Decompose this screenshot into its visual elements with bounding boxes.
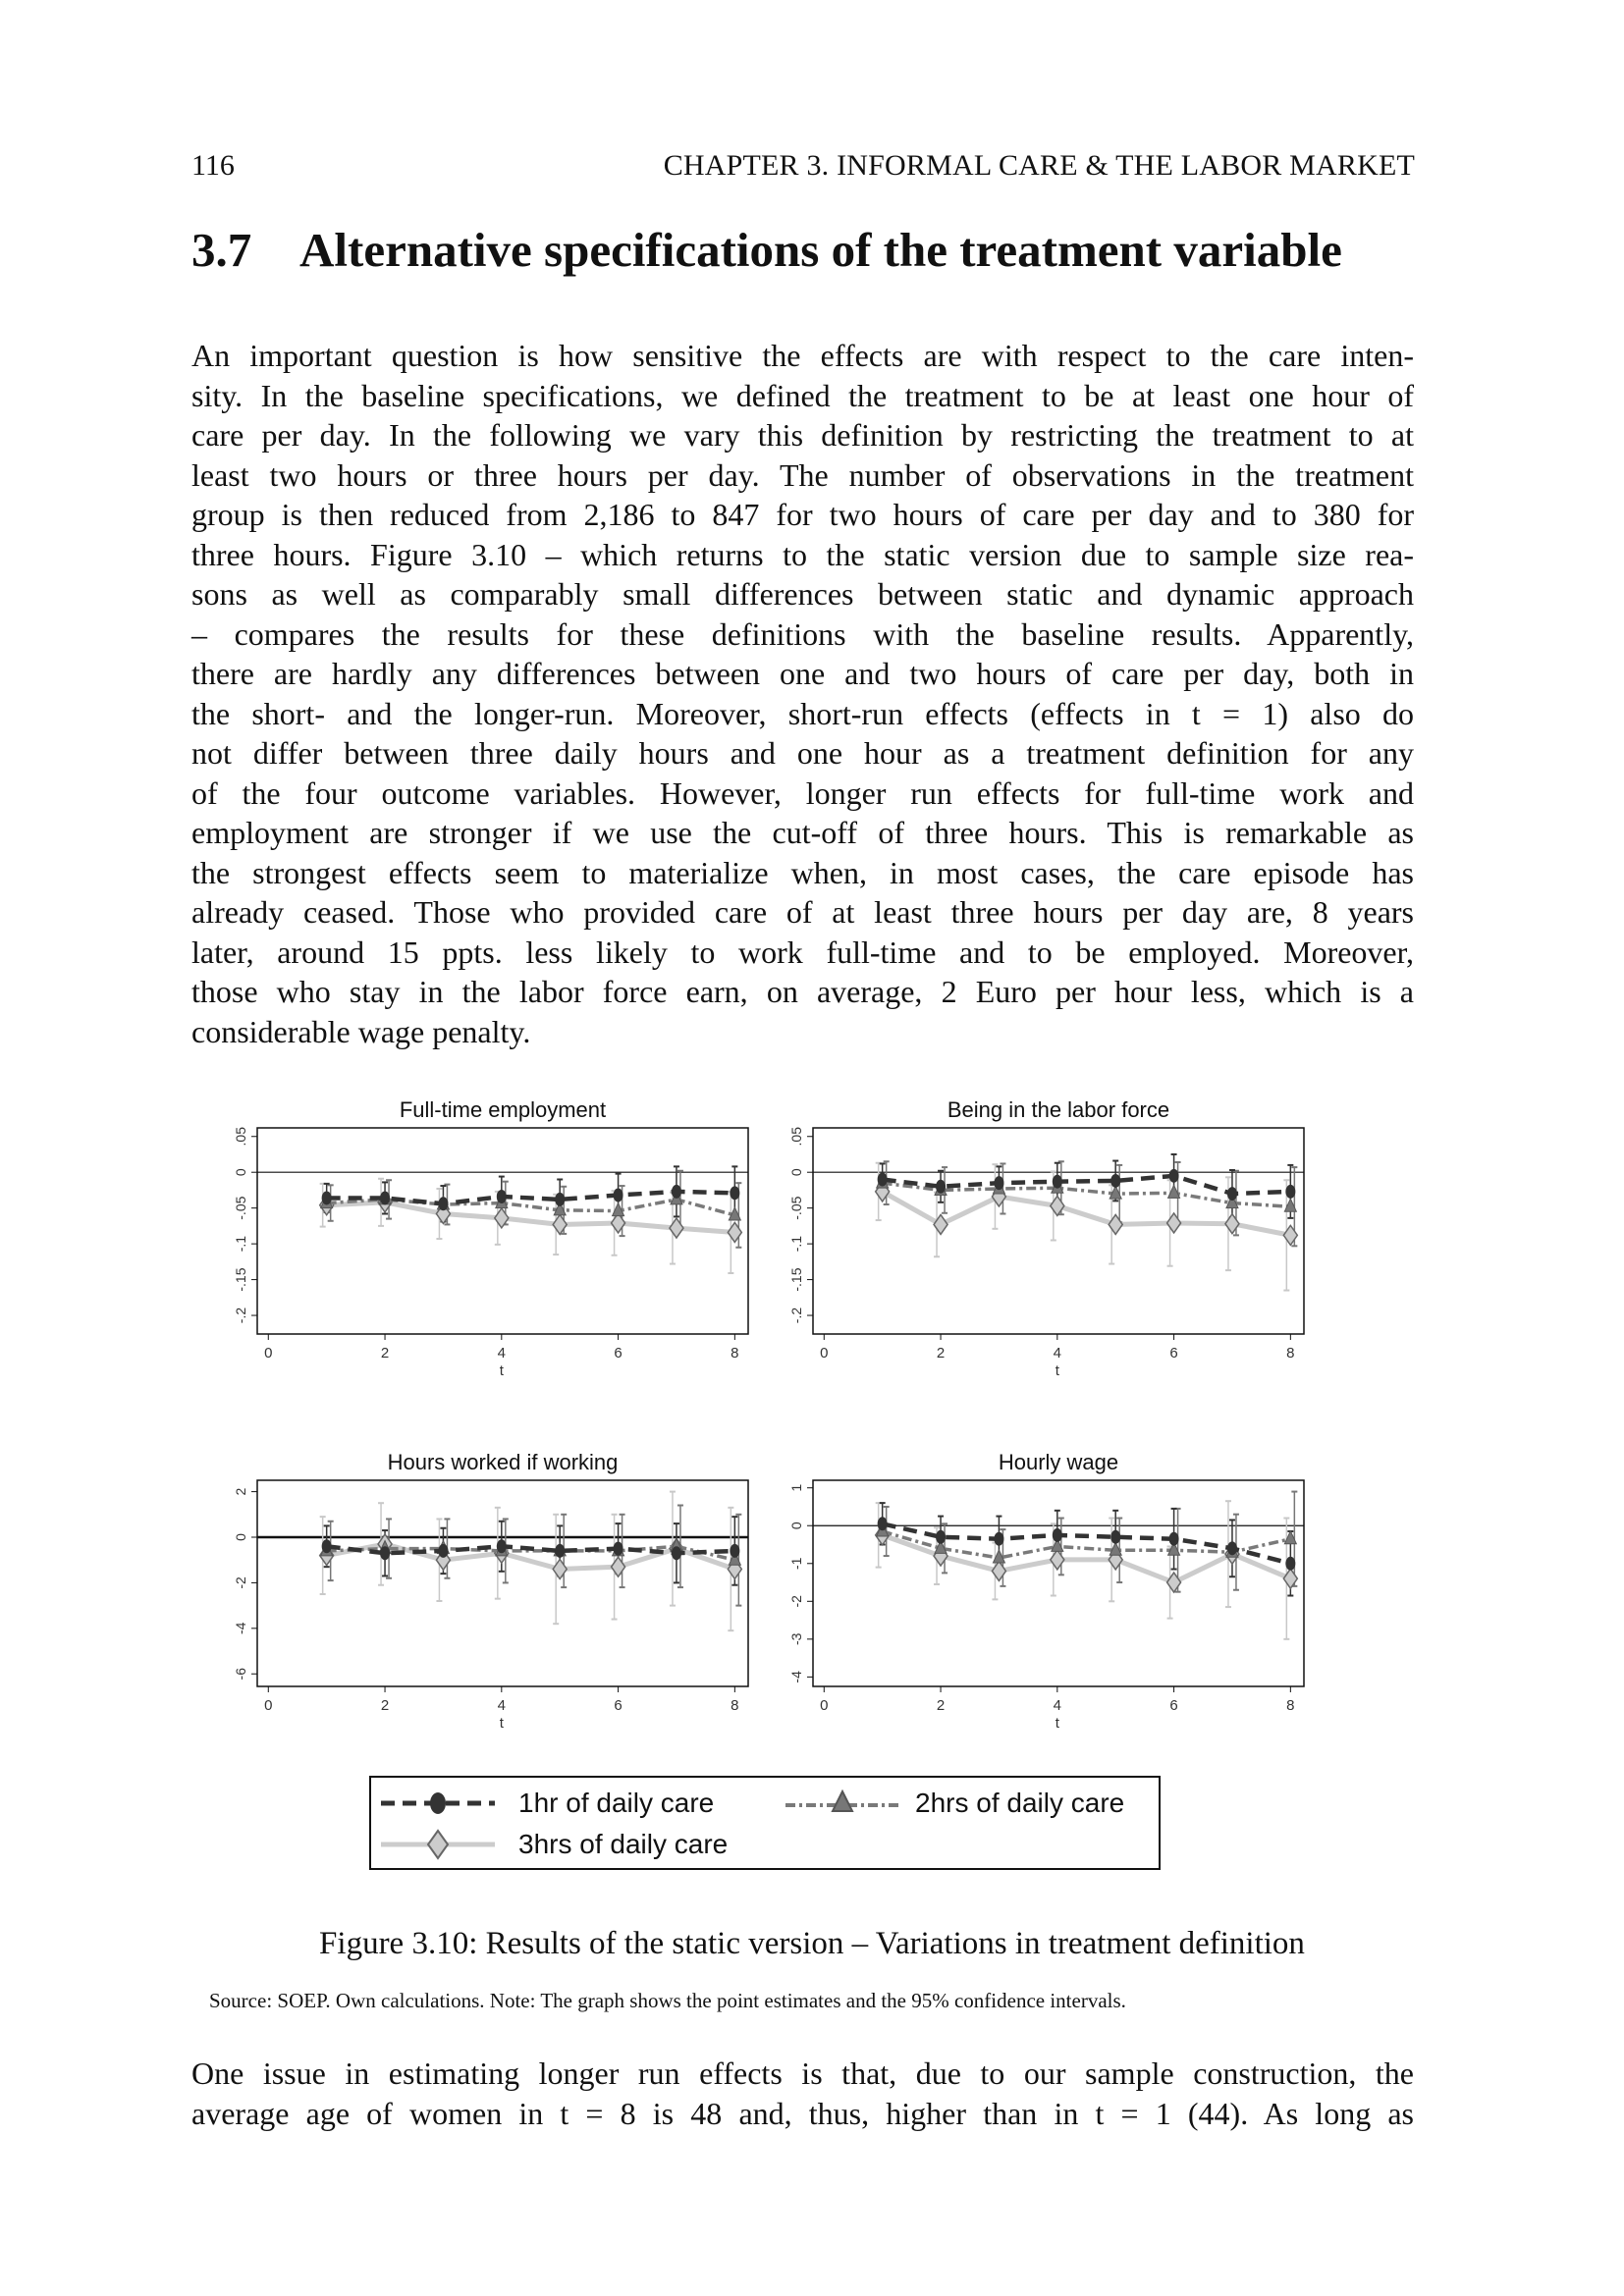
data-point-1hr [1227,1187,1237,1201]
x-tick-label: 2 [936,1697,946,1714]
y-tick-label: -3 [788,1632,804,1646]
data-point-1hr [438,1197,448,1210]
x-tick-label: 6 [614,1345,623,1362]
data-point-3hrs [1225,1214,1239,1234]
data-point-1hr [497,1539,507,1553]
data-point-1hr [1227,1541,1237,1555]
data-point-1hr [1169,1532,1179,1546]
text-line: of the four outcome variables. However, longer run effects for full-time work and [191,774,1414,811]
y-tick-label: -6 [233,1668,248,1681]
data-point-1hr [878,1517,888,1530]
y-tick-label: 2 [233,1487,248,1496]
running-head: CHAPTER 3. INFORMAL CARE & THE LABOR MARKET [663,149,1415,182]
chart-legend [369,1776,1161,1870]
x-tick-label: 4 [1053,1345,1061,1362]
text-line: the short- and the longer-run. Moreover, short-run effects (effects in t = 1) also do [191,695,1414,731]
data-point-1hr [672,1546,681,1560]
data-point-1hr [730,1186,739,1200]
data-point-3hrs [553,1559,567,1578]
data-point-1hr [1110,1530,1120,1544]
y-tick-label: -.05 [788,1196,804,1220]
text-line: average age of women in t = 8 is 48 and, thus, higher than in t = 1 (44). As long as [191,2095,1414,2131]
data-point-3hrs [1283,1225,1297,1245]
text-line: three hours. Figure 3.10 – which returns to the static version due to sample size rea- [191,536,1414,572]
body-paragraph [191,336,1414,1051]
x-axis-label: t [499,1715,504,1732]
figure-caption: Figure 3.10: Results of the static version – Variations in treatment definition [319,1926,1305,1961]
text-line: sons as well as comparably small differences between static and dynamic approach [191,576,1414,612]
text-line: sity. In the baseline specifications, we defined the treatment to be at least one hour of [191,377,1414,413]
data-point-1hr [322,1539,332,1553]
y-tick-label: -.1 [788,1235,804,1253]
text-line: not differ between three daily hours and one hour as a treatment definition for any [191,735,1414,771]
y-tick-label: -2 [788,1595,804,1608]
legend-item-3hrs [379,1827,728,1862]
text-line: least two hours or three hours per day. The number of observations in the treatment [191,456,1414,493]
x-tick-label: 0 [264,1697,273,1714]
text-line: care per day. In the following we vary this definition by restricting the treatment to at [191,417,1414,453]
data-point-1hr [1169,1169,1179,1183]
text-line: those who stay in the labor force earn, on average, 2 Euro per hour less, which is a [191,974,1414,1009]
data-point-1hr [1285,1185,1295,1199]
text-line: – compares the results for these definitions with the baseline results. Apparently, [191,615,1414,652]
data-point-3hrs [992,1561,1005,1580]
data-point-3hrs [1051,1550,1064,1570]
data-point-3hrs [1051,1196,1064,1215]
x-tick-label: 8 [1286,1345,1295,1362]
x-axis-label: t [499,1362,504,1379]
y-tick-label: -.15 [233,1267,248,1292]
data-point-1hr [438,1544,448,1558]
chart-title: Being in the labor force [947,1097,1170,1122]
text-line: there are hardly any differences between one and two hours of care per day, both in [191,656,1414,691]
data-point-1hr [555,1544,565,1558]
legend-key-dashdot-triangle-icon [784,1788,901,1819]
data-point-1hr [497,1190,507,1203]
x-tick-label: 2 [380,1697,390,1714]
y-tick-label: -.2 [233,1307,248,1324]
x-tick-label: 4 [497,1697,506,1714]
x-tick-label: 2 [380,1345,390,1362]
y-tick-label: .05 [788,1127,804,1147]
y-tick-label: -.15 [788,1267,804,1292]
data-point-3hrs [1167,1573,1181,1592]
chart-title: Hours worked if working [387,1450,619,1474]
legend-item-1hr [379,1788,714,1819]
legend-key-solid-diamond-icon [379,1827,497,1862]
data-point-1hr [936,1180,946,1194]
y-tick-label: 0 [233,1533,248,1541]
data-point-1hr [380,1191,390,1204]
figure-source-note: Source: SOEP. Own calculations. Note: The graph shows the point estimates and the 95% confidence intervals. [209,1989,1126,2012]
chart-title: Full-time employment [399,1097,607,1122]
legend-label: 2hrs of daily care [915,1788,1125,1818]
legend-item-2hrs [784,1788,1124,1819]
data-point-1hr [322,1191,332,1204]
legend-key-dashed-circle-icon [379,1788,497,1819]
chart-title: Hourly wage [998,1450,1119,1474]
y-tick-label: -.05 [233,1196,248,1220]
x-tick-label: 0 [264,1345,273,1362]
text-line: group is then reduced from 2,186 to 847 for two hours of care per day and to 380 for [191,497,1414,532]
data-point-1hr [1053,1175,1062,1189]
chart-hourly-wage [782,1442,1331,1756]
data-point-1hr [380,1546,390,1560]
data-point-1hr [936,1530,946,1544]
data-point-1hr [1110,1174,1120,1188]
section-heading [191,222,1342,278]
data-point-3hrs [1167,1213,1181,1233]
y-tick-label: -1 [788,1557,804,1570]
text-line: An important question is how sensitive the effects are with respect to the care inten- [191,338,1414,373]
legend-label: 1hr of daily care [518,1788,715,1818]
y-tick-label: -4 [233,1622,248,1635]
data-point-1hr [994,1176,1003,1190]
text-line: the strongest effects seem to materialize when, in most cases, the care episode has [191,854,1414,890]
data-point-3hrs [728,1222,741,1242]
data-point-1hr [730,1544,739,1558]
y-tick-label: 0 [788,1168,804,1177]
x-tick-label: 8 [1286,1697,1295,1714]
data-point-3hrs [1109,1214,1122,1234]
data-point-3hrs [934,1214,947,1234]
section-number: 3.7 [191,223,252,277]
body-paragraph-2 [191,2054,1414,2133]
data-point-1hr [878,1173,888,1187]
text-line: already ceased. Those who provided care of at least three hours per day are, 8 years [191,894,1414,930]
x-tick-label: 8 [731,1697,739,1714]
x-tick-label: 4 [497,1345,506,1362]
y-tick-label: 1 [788,1483,804,1492]
data-point-3hrs [670,1218,683,1238]
page-number: 116 [191,149,235,182]
x-tick-label: 8 [731,1345,739,1362]
legend-label: 3hrs of daily care [518,1829,729,1859]
x-axis-label: t [1055,1715,1059,1732]
y-tick-label: -.1 [233,1235,248,1253]
y-tick-label: 0 [233,1168,248,1177]
x-axis-label: t [1055,1362,1059,1379]
text-line: considerable wage penalty. [191,1013,531,1049]
data-point-3hrs [612,1557,625,1576]
data-point-1hr [614,1189,623,1202]
chart-labor-force [782,1090,1331,1404]
data-point-1hr [614,1542,623,1556]
y-tick-label: -4 [788,1671,804,1683]
data-point-1hr [994,1532,1003,1546]
y-tick-label: -2 [233,1576,248,1589]
y-tick-label: -.2 [788,1307,804,1324]
data-point-1hr [672,1185,681,1199]
data-point-1hr [1285,1557,1295,1571]
chart-hours-worked [226,1442,776,1756]
x-tick-label: 0 [820,1345,829,1362]
data-point-3hrs [553,1214,567,1234]
chart-full-time-employment [226,1090,776,1404]
data-point-1hr [555,1193,565,1206]
x-tick-label: 0 [820,1697,829,1714]
y-tick-label: .05 [233,1127,248,1147]
section-title: Alternative specifications of the treatment variable [299,223,1342,277]
y-tick-label: 0 [788,1522,804,1530]
x-tick-label: 2 [936,1345,946,1362]
x-tick-label: 6 [614,1697,623,1714]
data-point-1hr [1053,1528,1062,1542]
text-line: employment are stronger if we use the cut-off of three hours. This is remarkable as [191,815,1414,850]
text-line: One issue in estimating longer run effects is that, due to our sample construction, the [191,2056,1414,2091]
text-line: later, around 15 ppts. less likely to work full-time and to be employed. Moreover, [191,934,1414,970]
x-tick-label: 4 [1053,1697,1061,1714]
x-tick-label: 6 [1169,1697,1178,1714]
x-tick-label: 6 [1169,1345,1178,1362]
